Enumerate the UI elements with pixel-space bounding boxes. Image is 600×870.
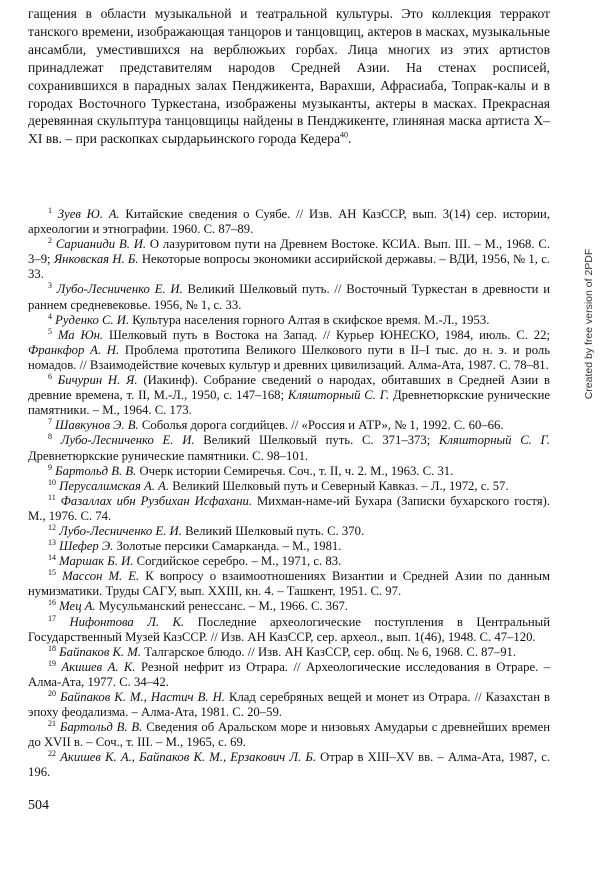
footnote-number: 12	[48, 522, 56, 532]
footnote-item	[28, 479, 550, 494]
footnote-number: 14	[48, 552, 56, 562]
footnote-number: 6	[48, 371, 52, 381]
footnote-item	[28, 207, 550, 237]
footnote-number: 20	[48, 688, 56, 698]
footnote-author: Байпаков К. М., Настич В. Н.	[60, 690, 225, 704]
footnote-author: Акишев К. А., Байпаков К. М., Ерзакович Л. Б.	[60, 750, 316, 765]
footnote-item	[28, 690, 550, 720]
footnote-item	[28, 373, 550, 418]
footnote-text: Великий Шелковый путь. С. 371–373;	[194, 433, 439, 448]
footnote-author: Сарианиди В. И.	[55, 237, 147, 252]
footnote-text: Проблема прототипа Великого Шелкового пути в II–I тыс. до н. э. и роль номадов. // Взаимодействие кочевых культур и древних цивилизаций. Алма-Ата, 1987. С. 78–81.	[28, 342, 550, 372]
footnote-item	[28, 524, 550, 539]
footnote-author: Шефер Э.	[59, 539, 114, 554]
footnote-number: 15	[48, 568, 56, 578]
footnote-text: Золотые персики Самарканда. – М., 1981.	[113, 539, 342, 554]
footnote-item	[28, 539, 550, 554]
footnote-number: 19	[48, 658, 56, 668]
footnote-author: Янковская Н. Б.	[53, 252, 139, 267]
footnote-author: Ма Юн.	[57, 327, 104, 342]
footnote-item	[28, 464, 550, 479]
footnote-author: Кляшторный С. Г.	[438, 433, 550, 448]
footnote-author: Маршак Б. И.	[59, 554, 134, 569]
footnote-number: 17	[48, 613, 56, 623]
footnote-text: Отрар в XIII–XV вв. – Алма-Ата, 1987, с. 196.	[28, 750, 550, 780]
footnote-text: Последние археологические поступления в Центральный Государственный Музей КазССР. // Изв. АН КазССР, сер. археол., вып. 1(46), 1948. С. 47–120.	[28, 614, 550, 644]
page-number: 504	[28, 798, 49, 813]
footnote-number: 18	[48, 643, 56, 653]
footnote-item	[28, 660, 550, 690]
footnote-author: Нифонтова Л. К.	[69, 614, 185, 629]
footnote-text: Великий Шелковый путь и Северный Кавказ. – Л., 1972, с. 57.	[169, 478, 509, 493]
footnote-author: Руденко С. И.	[55, 312, 130, 327]
footnote-number: 8	[48, 432, 52, 442]
footnote-text: Шелковый путь в Востока на Запад. // Курьер ЮНЕСКО, 1984, июль. С. 22;	[103, 327, 551, 342]
footnote-text: (Иакинф). Собрание сведений о народах, обитавших в Средней Азии в древние времена, т. II, М.-Л., 1950, с. 147–168;	[28, 373, 550, 403]
footnote-text: Великий Шелковый путь. // Восточный Туркестан в древности и раннем средневековье. 1956, № 1, с. 33.	[28, 282, 550, 312]
footnote-author: Бартольд В. В.	[59, 720, 143, 735]
footnote-item	[28, 750, 550, 780]
main-paragraph: гащения в области музыкальной и театральной культуры. Это коллекция терракот танского времени, изображающая танцоров и танцовщиц, актеров в масках, музыкальные ансамбли, уместившихся на верблюжьих горбах. Лица многих из этих артистов принадлежат представителям народов Средней Азии. На стенах росписей, сохранившихся в парадных залах Пенджикента, Варахши, Афрасиаба, Топрак-калы и в городах Восточного Туркестана, изображены музыканты, актеры в масках. Прекрасная деревянная скульптура танцовщицы найдены в Пенджикенте, глиняная маска артиста X–XI вв. – при раскопках сырдарьинского города Кедера	[28, 6, 550, 147]
footnote-author: Байпаков К. М.	[59, 644, 142, 659]
footnote-number: 21	[48, 718, 56, 728]
footnote-reference: 40	[340, 130, 349, 140]
footnote-item	[28, 599, 550, 614]
footnote-text: Мусульманский ренессанс. – М., 1966. С. 367.	[95, 599, 348, 614]
footnote-number: 16	[48, 598, 56, 608]
footnote-item	[28, 237, 550, 282]
footnote-author: Лубо-Лесниченко Е. И.	[56, 282, 183, 297]
footnote-item	[28, 554, 550, 569]
footnote-author: Шавкунов Э. В.	[55, 418, 139, 433]
footnote-text: Древнетюркские рунические памятники. – М., 1964. С. 173.	[28, 388, 550, 418]
footnote-text: Резной нефрит из Отрара. // Археологические исследования в Отраре. – Алма-Ата, 1977. С. 34–42.	[28, 659, 551, 689]
footnote-text: Древнетюркские рунические памятники. С. 98–101.	[28, 448, 309, 463]
footnote-text: Китайские сведения о Суябе. // Изв. АН КазССР, вып. 3(14) сер. истории, археологии и этнографии. 1960. С. 87–89.	[28, 207, 550, 237]
footnote-author: Бичурин Н. Я.	[57, 373, 138, 388]
footnote-number: 22	[48, 749, 56, 759]
footnote-item	[28, 433, 550, 463]
footnote-number: 2	[48, 235, 52, 245]
footnote-number: 11	[48, 492, 56, 502]
footnote-item	[28, 282, 550, 312]
footnote-text: О лазуритовом пути на Древнем Востоке. КСИА. Вып. III. – М., 1968. С. 3–9;	[28, 237, 550, 267]
footnote-text: Клад серебряных вещей и монет из Отрара. // Казахстан в эпоху феодализма. – Алма-Ата, 1981. С. 20–59.	[28, 690, 551, 720]
footnote-text: Некоторые вопросы экономики ассирийской державы. – ВДИ, 1956, № 1, с. 33.	[28, 252, 550, 282]
footnote-item	[28, 313, 550, 328]
footnote-item	[28, 645, 550, 660]
footnote-text: К вопросу о взаимоотношениях Византии и Средней Азии по данным нумизматики. Труды САГУ, вып. XXIII, кн. 4. – Ташкент, 1951. С. 97.	[28, 569, 551, 599]
footnote-author: Фазаллах ибн Рузбихан Исфахани.	[60, 493, 253, 508]
footnote-number: 10	[48, 477, 56, 487]
footnote-text: Согдийское серебро. – М., 1971, с. 83.	[133, 554, 342, 569]
footnote-author: Перусалимская А. А.	[59, 478, 170, 493]
footnote-author: Мец А.	[59, 599, 96, 614]
footnote-author: Франкфор А. Н.	[28, 342, 120, 357]
footnote-item	[28, 720, 550, 750]
footnote-text: Сведения об Аральском море и низовьях Амударьи с древнейших времен до XVII в. – Соч., т. III. – М., 1965, с. 69.	[28, 720, 550, 750]
footnote-author: Лубо-Лесниченко Е. И.	[59, 523, 182, 538]
footnote-number: 7	[48, 417, 52, 427]
footnote-number: 5	[48, 326, 52, 336]
footnote-item	[28, 615, 550, 645]
footnote-author: Акишев А. К.	[61, 659, 136, 674]
footnote-number: 9	[48, 462, 52, 472]
footnote-item	[28, 418, 550, 433]
main-body-text: гащения в области музыкальной и театральной культуры. Это коллекция терракот танского времени, изображающая танцоров и танцовщиц, актеров в масках, музыкальные ансамбли, уместившихся на верблюжьих горбах. Лица многих из этих артистов принадлежат представителям народов Средней Азии. На стенах росписей, сохранившихся в парадных залах Пенджикента, Варахши, Афрасиаба, Топрак-калы и в городах Восточного Туркестана, изображены музыканты, актеры в масках. Прекрасная деревянная скульптура танцовщицы найдены в Пенджикенте, глиняная маска артиста X–XI вв. – при раскопках сырдарьинского города Кедера$^{40}$.	[28, 6, 550, 147]
footnote-item	[28, 569, 550, 599]
watermark-text: Created by free version of 2PDF	[583, 248, 595, 400]
footnote-author: Зуев Ю. А.	[57, 207, 120, 221]
footnote-number: 13	[48, 537, 56, 547]
footnote-author: Лубо-Лесниченко Е. И.	[60, 433, 195, 448]
footnote-text: Михман-наме-ий Бухара (Записки бухарского гостя). М., 1976. С. 74.	[28, 493, 551, 523]
footnote-text: Великий Шелковый путь. С. 370.	[181, 523, 365, 538]
footnote-text: Культура населения горного Алтая в скифское время. М.-Л., 1953.	[129, 312, 490, 327]
footnote-text: Соболья дорога согдийцев. // «Россия и АТР», № 1, 1992. С. 60–66.	[138, 418, 504, 433]
footnote-item	[28, 328, 550, 373]
footnote-item	[28, 494, 550, 524]
footnote-author: Кляшторный С. Г.	[287, 388, 390, 403]
footnote-number: 3	[48, 281, 52, 291]
footnote-number: 1	[48, 205, 52, 215]
footnote-author: Бартольд В. В.	[55, 463, 137, 478]
footnote-text: Очерк истории Семиречья. Соч., т. II, ч. 2. М., 1963. С. 31.	[136, 463, 454, 478]
footnote-text: Талгарское блюдо. // Изв. АН КазССР, сер. общ. № 6, 1968. С. 87–91.	[141, 644, 517, 659]
footnote-author: Массон М. Е.	[62, 569, 140, 584]
footnotes-section	[28, 207, 550, 781]
footnote-number: 4	[48, 311, 52, 321]
